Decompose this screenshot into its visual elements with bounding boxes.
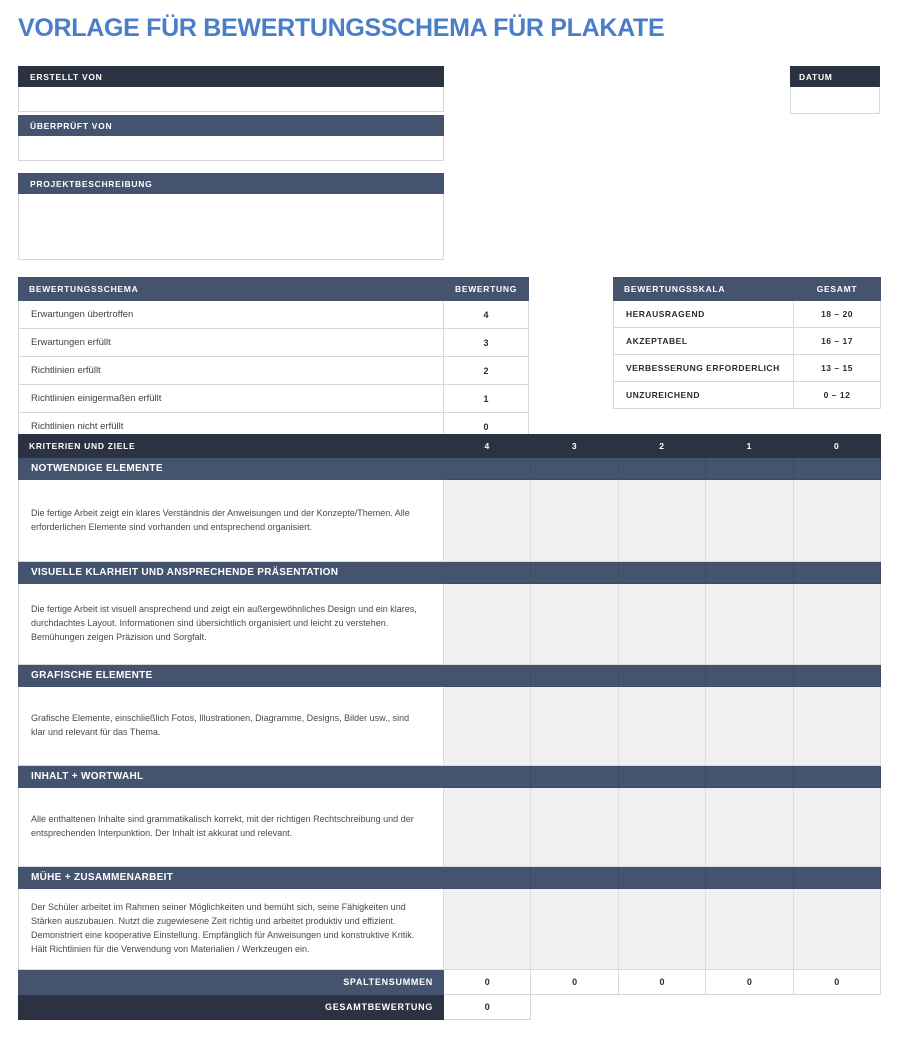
section-spacer-cell — [444, 458, 531, 480]
scheme-score: 0 — [444, 413, 529, 441]
score-cell-2[interactable] — [618, 584, 705, 665]
section-title: GRAFISCHE ELEMENTE — [19, 665, 444, 687]
scheme-header-score: BEWERTUNG — [444, 278, 529, 301]
scheme-score: 4 — [444, 301, 529, 329]
scheme-header-criteria: BEWERTUNGSSCHEMA — [19, 278, 444, 301]
section-description-row — [19, 687, 881, 766]
rubric-header-score-3: 3 — [531, 435, 618, 458]
section-spacer-cell — [793, 458, 880, 480]
score-cell-2[interactable] — [618, 889, 705, 970]
scale-header-scale: BEWERTUNGSSKALA — [614, 278, 794, 301]
scheme-label: Erwartungen übertroffen — [19, 301, 444, 329]
score-cell-0[interactable] — [793, 788, 880, 867]
section-description: Der Schüler arbeitet im Rahmen seiner Möglichkeiten und bemüht sich, seine Fähigkeiten und Stärken auszubauen. Nutzt die zugewiesene Zeit richtig und arbeitet produktiv und effizient. Demonstriert eine kooperative Einstellung. Empfänglich für Anweisungen und konstruktive Kritik. Hält Richtlinien für die Verwendung von Materialien / Werkzeugen ein. — [19, 889, 444, 970]
date-block — [790, 66, 880, 114]
score-cell-1[interactable] — [706, 584, 793, 665]
scheme-score: 1 — [444, 385, 529, 413]
score-cell-2[interactable] — [618, 480, 705, 562]
page-title: VORLAGE FÜR BEWERTUNGSSCHEMA FÜR PLAKATE — [18, 14, 665, 42]
section-spacer-cell — [793, 867, 880, 889]
section-description: Alle enthaltenen Inhalte sind grammatikalisch korrekt, mit der richtigen Rechtschreibung und der entsprechenden Interpunktion. Der Inhalt ist akkurat und relevant. — [19, 788, 444, 867]
column-totals-label: SPALTENSUMMEN — [19, 969, 444, 994]
section-spacer-cell — [531, 766, 618, 788]
scheme-label: Erwartungen erfüllt — [19, 329, 444, 357]
reviewed-by-input[interactable] — [18, 136, 444, 161]
section-title-row — [19, 766, 881, 788]
section-spacer-cell — [531, 665, 618, 687]
overall-blank-cell — [531, 994, 618, 1019]
section-description-row — [19, 889, 881, 970]
project-description-input[interactable] — [18, 194, 444, 260]
section-spacer-cell — [793, 766, 880, 788]
section-description-row — [19, 584, 881, 665]
section-spacer-cell — [706, 665, 793, 687]
section-spacer-cell — [618, 458, 705, 480]
table-row — [614, 382, 881, 409]
section-title: MÜHE + ZUSAMMENARBEIT — [19, 867, 444, 889]
section-title: VISUELLE KLARHEIT UND ANSPRECHENDE PRÄSENTATION — [19, 562, 444, 584]
rubric-criteria-table — [18, 434, 880, 1020]
section-title-row — [19, 458, 881, 480]
scale-range: 13 – 15 — [794, 355, 881, 382]
score-cell-2[interactable] — [618, 788, 705, 867]
score-cell-1[interactable] — [706, 480, 793, 562]
table-row — [614, 355, 881, 382]
table-header-row — [614, 278, 881, 301]
section-spacer-cell — [793, 562, 880, 584]
created-by-label: ERSTELLT VON — [18, 66, 444, 87]
scale-range: 0 – 12 — [794, 382, 881, 409]
section-spacer-cell — [444, 867, 531, 889]
score-cell-3[interactable] — [531, 687, 618, 766]
overall-blank-cell — [618, 994, 705, 1019]
score-cell-1[interactable] — [706, 788, 793, 867]
section-title-row — [19, 665, 881, 687]
section-spacer-cell — [706, 766, 793, 788]
section-title: NOTWENDIGE ELEMENTE — [19, 458, 444, 480]
section-spacer-cell — [531, 867, 618, 889]
score-cell-2[interactable] — [618, 687, 705, 766]
overall-blank-cell — [793, 994, 880, 1019]
scheme-label: Richtlinien erfüllt — [19, 357, 444, 385]
date-label: DATUM — [790, 66, 880, 87]
table-row — [19, 357, 529, 385]
scale-header-total: GESAMT — [794, 278, 881, 301]
score-cell-4[interactable] — [444, 480, 531, 562]
table-header-row — [19, 278, 529, 301]
created-by-input[interactable] — [18, 87, 444, 112]
section-spacer-cell — [706, 458, 793, 480]
scheme-score: 3 — [444, 329, 529, 357]
section-title: INHALT + WORTWAHL — [19, 766, 444, 788]
section-description-row — [19, 480, 881, 562]
table-row — [614, 328, 881, 355]
rubric-header-score-4: 4 — [444, 435, 531, 458]
score-cell-4[interactable] — [444, 788, 531, 867]
section-spacer-cell — [618, 867, 705, 889]
score-cell-4[interactable] — [444, 584, 531, 665]
score-cell-0[interactable] — [793, 889, 880, 970]
column-total-4: 0 — [444, 969, 531, 994]
score-cell-0[interactable] — [793, 480, 880, 562]
score-cell-3[interactable] — [531, 584, 618, 665]
score-cell-3[interactable] — [531, 889, 618, 970]
section-spacer-cell — [444, 562, 531, 584]
overall-rating-label: GESAMTBEWERTUNG — [19, 994, 444, 1019]
score-cell-3[interactable] — [531, 788, 618, 867]
scale-label: VERBESSERUNG ERFORDERLICH — [614, 355, 794, 382]
rubric-header-row — [19, 435, 881, 458]
section-title-row — [19, 867, 881, 889]
section-spacer-cell — [531, 458, 618, 480]
section-title-row — [19, 562, 881, 584]
created-by-block — [18, 66, 444, 112]
column-totals-row — [19, 969, 881, 994]
score-cell-0[interactable] — [793, 687, 880, 766]
score-cell-1[interactable] — [706, 889, 793, 970]
overall-blank-cell — [706, 994, 793, 1019]
scheme-score: 2 — [444, 357, 529, 385]
table-row — [614, 301, 881, 328]
column-total-0: 0 — [793, 969, 880, 994]
section-description: Grafische Elemente, einschließlich Fotos, Illustrationen, Diagramme, Designs, Bilder usw., sind klar und relevant für das Thema. — [19, 687, 444, 766]
table-row — [19, 329, 529, 357]
column-total-3: 0 — [531, 969, 618, 994]
scale-label: HERAUSRAGEND — [614, 301, 794, 328]
rubric-header-criteria: KRITERIEN UND ZIELE — [19, 435, 444, 458]
section-spacer-cell — [706, 867, 793, 889]
rubric-header-score-0: 0 — [793, 435, 880, 458]
section-description-row — [19, 788, 881, 867]
reviewed-by-block — [18, 115, 444, 161]
rating-scale-table — [613, 277, 880, 409]
column-total-1: 0 — [706, 969, 793, 994]
section-spacer-cell — [618, 562, 705, 584]
section-spacer-cell — [793, 665, 880, 687]
scheme-label: Richtlinien einigermaßen erfüllt — [19, 385, 444, 413]
scoring-scheme-table — [18, 277, 528, 441]
score-cell-4[interactable] — [444, 889, 531, 970]
overall-rating-row — [19, 994, 881, 1019]
section-description: Die fertige Arbeit ist visuell ansprechend und zeigt ein außergewöhnliches Design und ein klares, durchdachtes Layout. Informationen sind übersichtlich organisiert und leicht zu verstehen. Bemühungen zeigen Präzision und Sorgfalt. — [19, 584, 444, 665]
score-cell-0[interactable] — [793, 584, 880, 665]
project-description-label: PROJEKTBESCHREIBUNG — [18, 173, 444, 194]
reviewed-by-label: ÜBERPRÜFT VON — [18, 115, 444, 136]
section-spacer-cell — [444, 766, 531, 788]
section-spacer-cell — [444, 665, 531, 687]
score-cell-4[interactable] — [444, 687, 531, 766]
section-spacer-cell — [618, 766, 705, 788]
score-cell-1[interactable] — [706, 687, 793, 766]
section-spacer-cell — [531, 562, 618, 584]
rubric-header-score-2: 2 — [618, 435, 705, 458]
rubric-header-score-1: 1 — [706, 435, 793, 458]
scheme-label: Richtlinien nicht erfüllt — [19, 413, 444, 441]
table-row — [19, 385, 529, 413]
section-description: Die fertige Arbeit zeigt ein klares Verständnis der Anweisungen und der Konzepte/Themen. Alle erforderlichen Elemente sind vorhanden und entsprechend organisiert. — [19, 480, 444, 562]
section-spacer-cell — [706, 562, 793, 584]
overall-rating-value: 0 — [444, 994, 531, 1019]
column-total-2: 0 — [618, 969, 705, 994]
scale-label: UNZUREICHEND — [614, 382, 794, 409]
scale-range: 18 – 20 — [794, 301, 881, 328]
project-description-block — [18, 173, 444, 260]
table-row — [19, 301, 529, 329]
score-cell-3[interactable] — [531, 480, 618, 562]
scale-range: 16 – 17 — [794, 328, 881, 355]
section-spacer-cell — [618, 665, 705, 687]
scale-label: AKZEPTABEL — [614, 328, 794, 355]
date-input[interactable] — [790, 87, 880, 114]
